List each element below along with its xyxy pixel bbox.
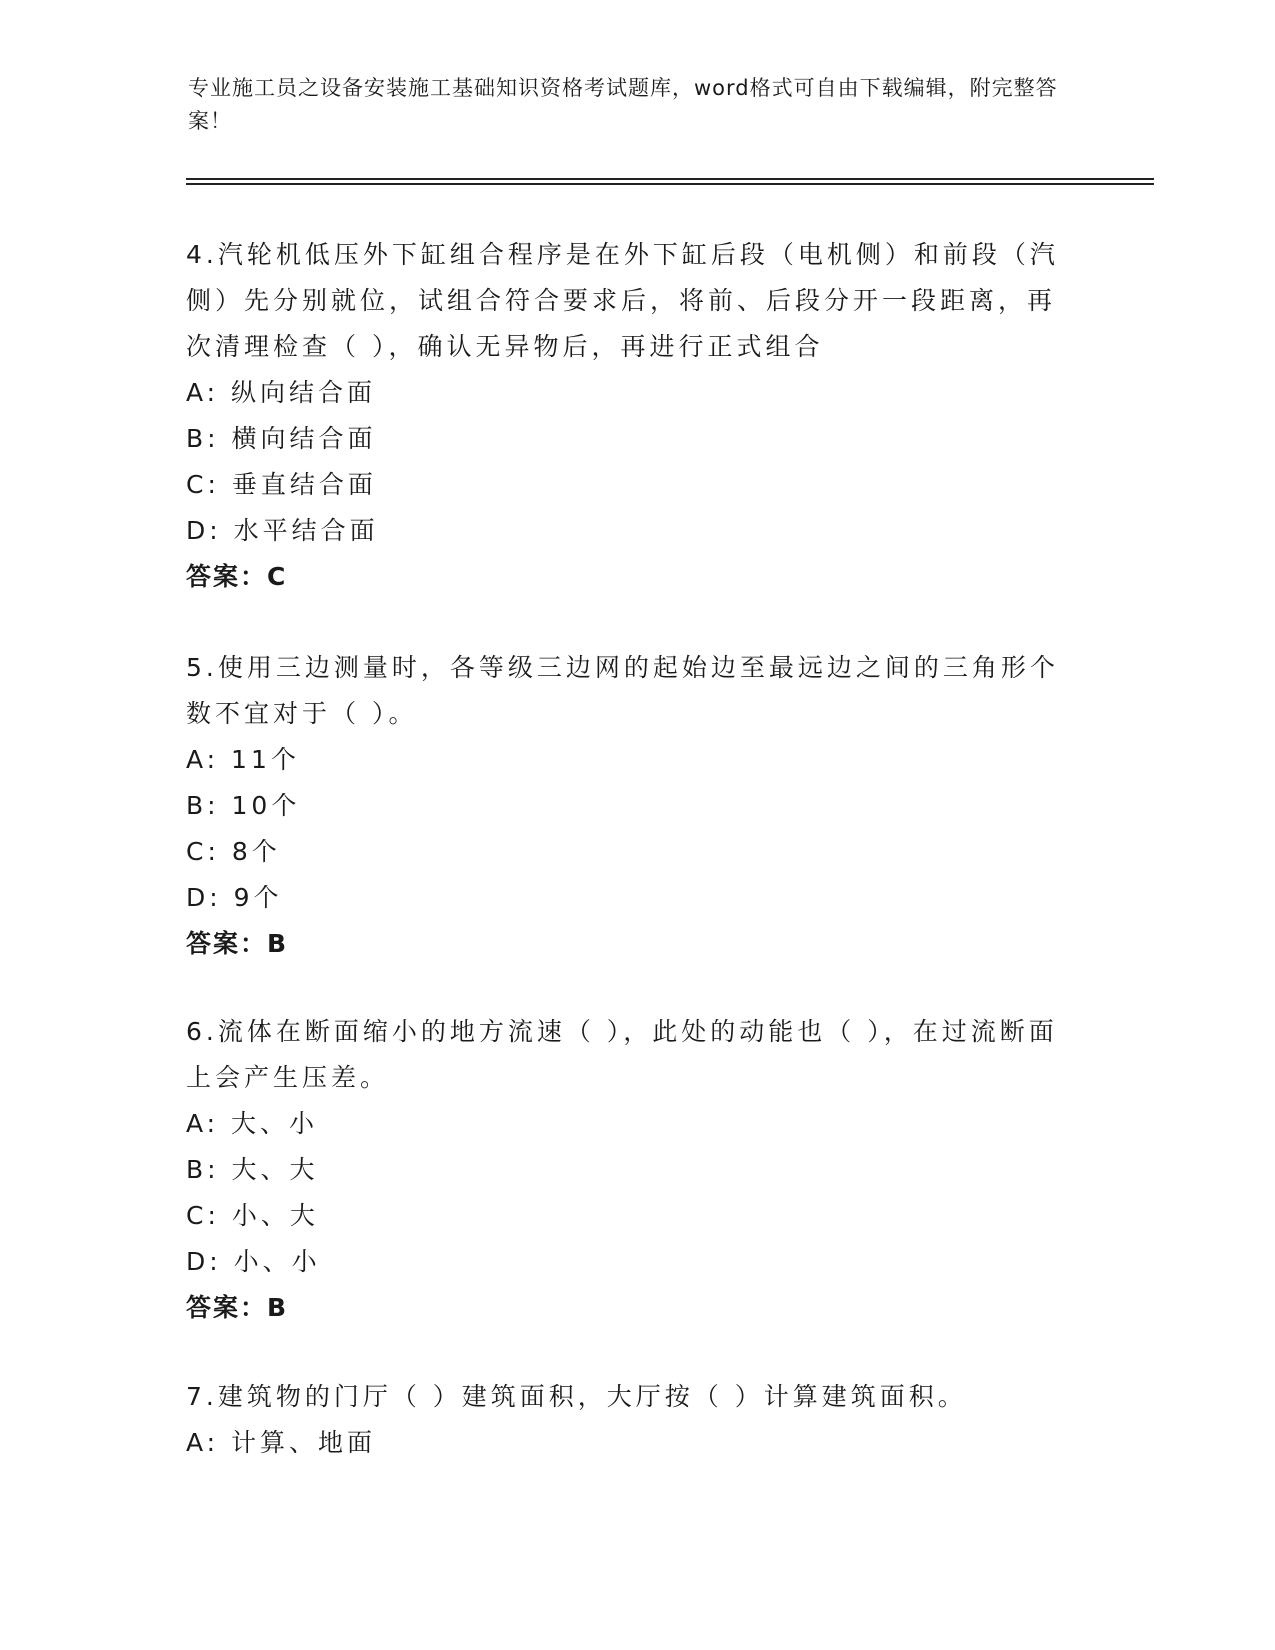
option-c: C: 8个 [186,837,281,866]
question-stem: 6.流体在断面缩小的地方流速（ ），此处的动能也（ ），在过流断面上会产生压差。 [186,1017,1058,1092]
question-stem: 7.建筑物的门厅（ ）建筑面积，大厅按（ ）计算建筑面积。 [186,1382,967,1411]
answer: 答案：B [186,1293,289,1322]
question-stem: 5.使用三边测量时，各等级三边网的起始边至最远边之间的三角形个数不宜对于（ ）。 [186,653,1059,728]
option-a: A: 计算、地面 [186,1428,377,1457]
option-c: C: 垂直结合面 [186,470,377,499]
header-divider-top [186,178,1154,180]
option-b: B: 大、大 [186,1155,319,1184]
question-6 [186,1009,1066,1331]
answer: 答案：C [186,562,288,591]
header-divider-bottom [186,183,1154,185]
option-a: A: 11个 [186,745,300,774]
document-header: 专业施工员之设备安装施工基础知识资格考试题库，word格式可自由下载编辑，附完整答案！ [188,76,1058,133]
question-stem: 4.汽轮机低压外下缸组合程序是在外下缸后段（电机侧）和前段（汽侧）先分别就位，试组合符合要求后，将前、后段分开一段距离，再次清理检查（ ），确认无异物后，再进行正式组合 [186,240,1059,361]
option-d: D: 9个 [186,883,283,912]
option-c: C: 小、大 [186,1201,319,1230]
option-a: A: 纵向结合面 [186,378,377,407]
option-d: D: 小、小 [186,1247,321,1276]
question-7 [186,1374,1066,1466]
question-4 [186,232,1066,600]
question-5 [186,645,1066,967]
answer: 答案：B [186,929,289,958]
option-b: B: 横向结合面 [186,424,377,453]
option-a: A: 大、小 [186,1109,319,1138]
option-b: B: 10个 [186,791,301,820]
option-d: D: 水平结合面 [186,516,379,545]
